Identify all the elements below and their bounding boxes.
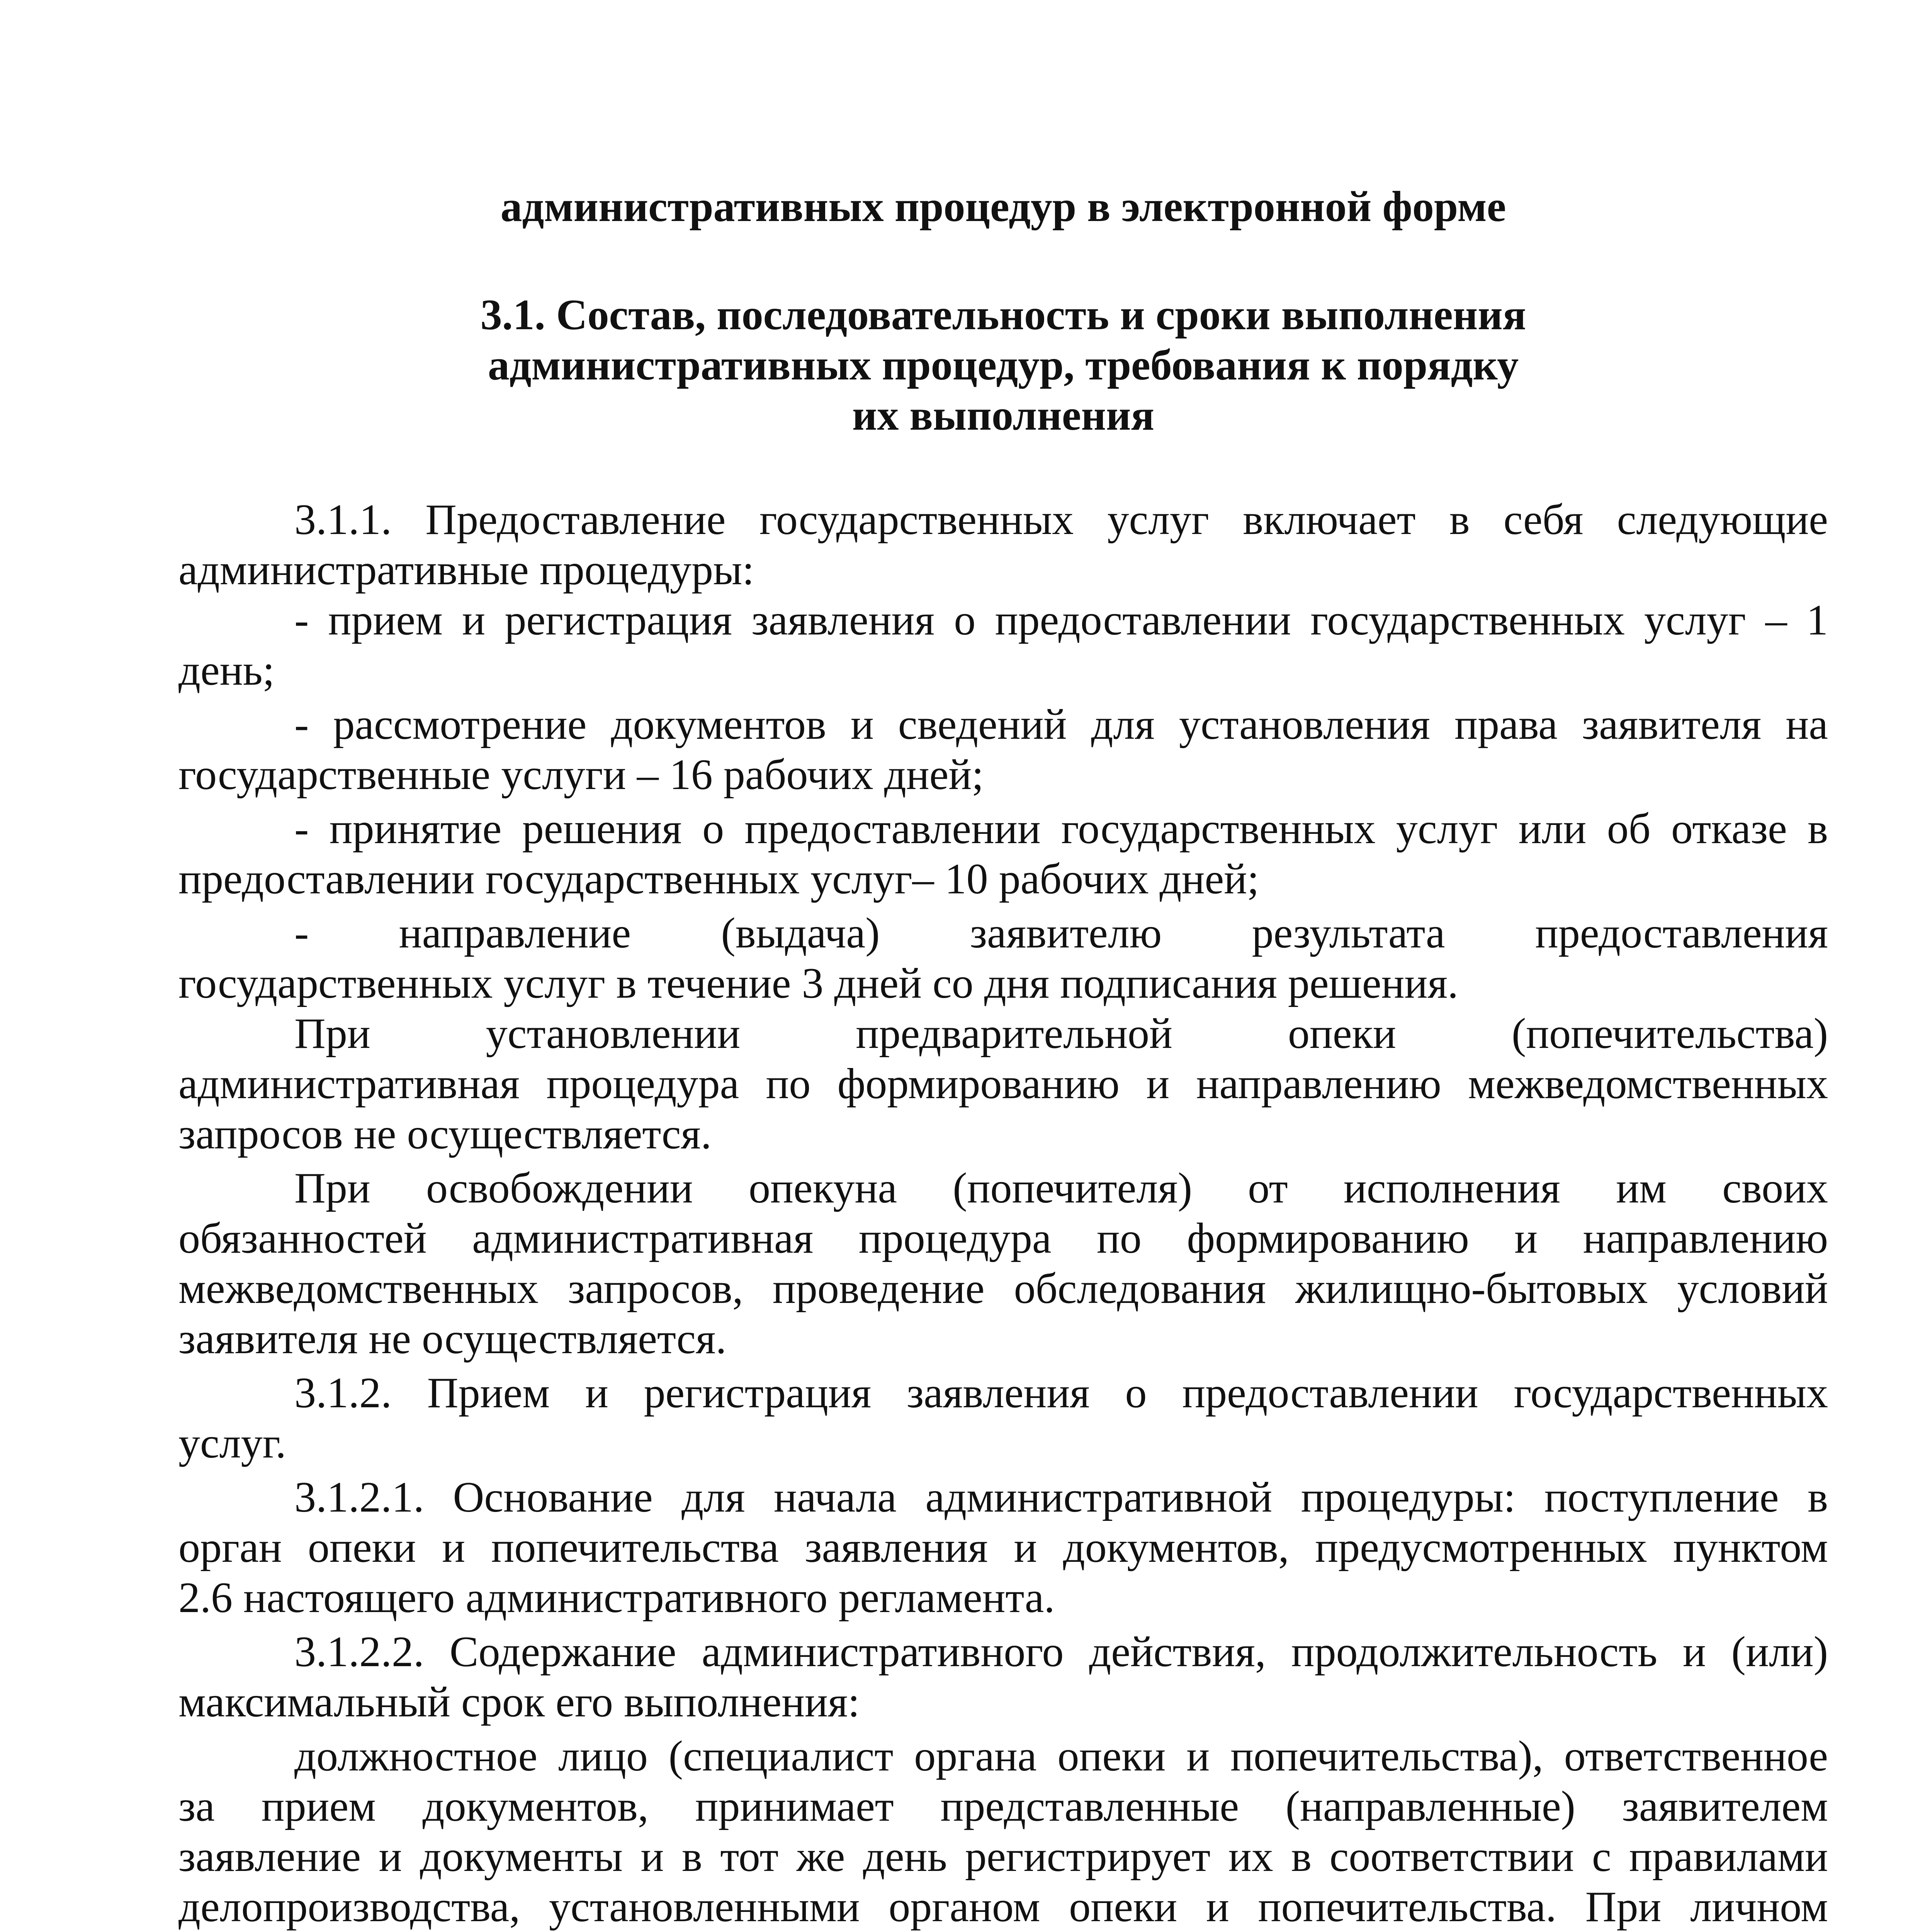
paragraph-line: административные процедуры: [178, 546, 754, 594]
section-heading-line-3: их выполнения [852, 391, 1155, 439]
paragraph-line: 2.6 настоящего административного регламента. [178, 1574, 1055, 1622]
paragraph-line: предоставлении государственных услуг– 10 рабочих дней; [178, 855, 1259, 903]
paragraph-line: делопроизводства, установленными органом опеки и попечительства. При личном [178, 1883, 1828, 1931]
paragraph-line: за прием документов, принимает представленные (направленные) заявителем [178, 1782, 1828, 1830]
section-heading-line-2: административных процедур, требования к порядку [488, 341, 1519, 389]
document-page [178, 0, 1828, 1932]
paragraph-line: 3.1.2.2. Содержание административного действия, продолжительность и (или) [294, 1628, 1828, 1676]
paragraph-line: - прием и регистрация заявления о предоставлении государственных услуг – 1 [294, 596, 1828, 644]
heading-top: административных процедур в электронной форме [500, 183, 1506, 231]
paragraph-line: заявление и документы и в тот же день регистрирует их в соответствии с правилами [178, 1833, 1828, 1881]
paragraph-line: государственных услуг в течение 3 дней со дня подписания решения. [178, 959, 1458, 1007]
paragraph-line: заявителя не осуществляется. [178, 1315, 727, 1363]
paragraph-line: административная процедура по формированию и направлению межведомственных [178, 1060, 1828, 1108]
paragraph-line: 3.1.2. Прием и регистрация заявления о предоставлении государственных [294, 1369, 1828, 1417]
paragraph-line: государственные услуги – 16 рабочих дней; [178, 751, 984, 799]
paragraph-line: максимальный срок его выполнения: [178, 1678, 860, 1726]
section-heading-line-1: 3.1. Состав, последовательность и сроки выполнения [480, 291, 1526, 339]
paragraph-line: - рассмотрение документов и сведений для установления права заявителя на [294, 701, 1828, 748]
paragraph-line: орган опеки и попечительства заявления и документов, предусмотренных пунктом [178, 1524, 1828, 1571]
paragraph-line: запросов не осуществляется. [178, 1110, 712, 1158]
paragraph-line: день; [178, 646, 275, 694]
paragraph-line: 3.1.1. Предоставление государственных услуг включает в себя следующие [294, 496, 1828, 544]
paragraph-line: - направление (выдача) заявителю результата предоставления [294, 909, 1828, 957]
paragraph-line: - принятие решения о предоставлении государственных услуг или об отказе в [294, 805, 1828, 853]
paragraph-line: должностное лицо (специалист органа опеки и попечительства), ответственное [294, 1732, 1828, 1780]
paragraph-line: услуг. [178, 1419, 286, 1467]
paragraph-line: межведомственных запросов, проведение обследования жилищно-бытовых условий [178, 1265, 1828, 1313]
paragraph-line: обязанностей административная процедура по формированию и направлению [178, 1214, 1828, 1262]
paragraph-line: При установлении предварительной опеки (попечительства) [294, 1010, 1828, 1058]
paragraph-line: При освобождении опекуна (попечителя) от исполнения им своих [294, 1164, 1828, 1212]
paragraph-line: 3.1.2.1. Основание для начала административной процедуры: поступление в [294, 1473, 1828, 1521]
